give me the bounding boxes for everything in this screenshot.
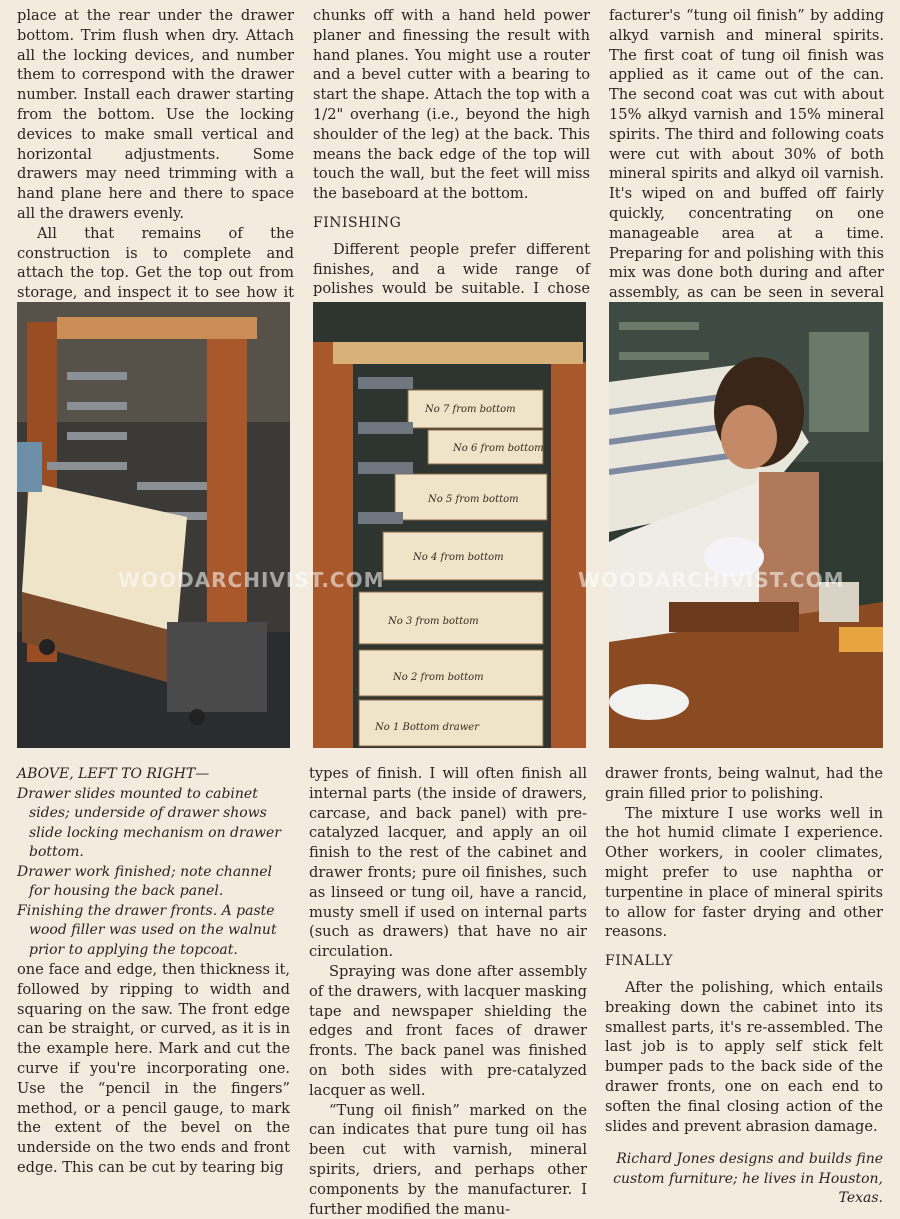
- column-bottom-right: [605, 764, 883, 1209]
- column-top-middle: [313, 6, 590, 319]
- paragraph: Different people prefer different finishes, and a wide range of polishes would be suitable. I chose: [313, 240, 590, 298]
- author-byline: Richard Jones designs and builds fine custom furniture; he lives in Houston, Texas.: [613, 1151, 883, 1207]
- paragraph: place at the rear under the drawer bottom. Trim flush when dry. Attach all the locking devices, and number them to correspond with the drawer number. Install each drawer starting from the bottom. Use the locking devices to make small vertical and horizontal adjustments. Some drawers may need trimming with a hand plane here and there to space all the drawers evenly.: [17, 7, 294, 222]
- drawer-label-2: No 2 from bottom: [393, 672, 484, 683]
- paragraph: All that remains of the construction is to complete and attach the top. Get the top out from storage, and inspect it to see how it: [17, 224, 294, 302]
- column-top-left: [17, 6, 294, 323]
- watermark-right: WOODARCHIVIST.COM: [578, 568, 845, 592]
- drawer-label-6: No 6 from bottom: [453, 443, 544, 454]
- drawer-label-5: No 5 from bottom: [428, 494, 519, 505]
- caption-item: Finishing the drawer fronts. A paste wood filler was used on the walnut prior to applying the topcoat.: [17, 902, 277, 958]
- drawer-label-3: No 3 from bottom: [388, 616, 479, 627]
- paragraph: one face and edge, then thickness it, followed by ripping to width and squaring on the saw. The front edge can be straight, or curved, as it is in the example here. Mark and cut the curve if you're incorporating one. Use the “pencil in the fingers” method, or a pencil gauge, to mark the extent of the bevel on the underside on the two ends and front edge. This can be cut by tearing big: [17, 961, 290, 1176]
- section-heading-finally: FINALLY: [605, 953, 674, 970]
- caption-item: Drawer work finished; note channel for housing the back panel.: [17, 863, 272, 899]
- drawer-label-7: No 7 from bottom: [425, 404, 516, 415]
- watermark-left: WOODARCHIVIST.COM: [118, 568, 385, 592]
- paragraph: facturer's “tung oil finish” by adding alkyd varnish and mineral spirits. The first coat of tung oil finish was applied as it came out of the can. The second coat was cut with about 15% alkyd varnish and 15% mineral spirits. The third and following coats were cut with about 30% of both mineral spirits and alkyd oil varnish. It's wiped on and buffed off fairly quickly, concentrating on one manageable area at a time. Preparing for and polishing with this mix was done both during and after assembly, as can be seen in several: [609, 7, 884, 302]
- photo-finishing-drawer-fronts: [609, 302, 883, 748]
- paragraph: “Tung oil finish” marked on the can indicates that pure tung oil has been cut with varnish, mineral spirits, driers, and perhaps other components by the manufacturer. I further modified the manu-: [309, 1101, 587, 1218]
- paragraph: After the polishing, which entails breaking down the cabinet into its smallest parts, it's re-assembled. The last job is to apply self stick felt bumper pads to the back side of the drawer fronts, one on each end to soften the final closing action of the slides and prevent abrasion damage.: [605, 978, 883, 1135]
- paragraph: drawer fronts, being walnut, had the grain filled prior to polishing.: [605, 765, 883, 802]
- drawer-label-4: No 4 from bottom: [413, 552, 504, 563]
- column-top-right: [609, 6, 884, 323]
- photo-caption: [17, 765, 289, 960]
- caption-title: ABOVE, LEFT TO RIGHT—: [17, 766, 210, 782]
- caption-item: Drawer slides mounted to cabinet sides; underside of drawer shows slide locking mechanism on drawer bottom.: [17, 785, 281, 860]
- paragraph: The mixture I use works well in the hot humid climate I experience. Other workers, in cooler climates, might prefer to use naphtha or turpentine in place of mineral spirits to allow for faster drying and other reasons.: [605, 804, 883, 941]
- column-bottom-middle: [309, 764, 587, 1219]
- paragraph: types of finish. I will often finish all internal parts (the inside of drawers, carcase, and back panel) with pre-catalyzed lacquer, and apply an oil finish to the rest of the cabinet and drawer fronts; pure oil finishes, such as linseed or tung oil, have a rancid, musty smell if used on internal parts (such as drawers) that have no air circulation.: [309, 765, 587, 961]
- photo-drawer-work-finished: [313, 302, 586, 748]
- photo-drawer-slides: [17, 302, 290, 748]
- section-heading-finishing: FINISHING: [313, 214, 402, 231]
- drawer-label-1: No 1 Bottom drawer: [375, 722, 479, 733]
- paragraph: chunks off with a hand held power planer and finessing the result with hand planes. You might use a router and a bevel cutter with a bearing to start the shape. Attach the top with a 1/2" overhang (i.e., beyond the high shoulder of the leg) at the back. This means the back edge of the top will touch the wall, but the feet will miss the baseboard at the bottom.: [313, 7, 590, 203]
- column-bottom-left: [17, 960, 290, 1178]
- paragraph: Spraying was done after assembly of the drawers, with lacquer masking tape and newspaper shielding the edges and front faces of drawer fronts. The back panel was finished on both sides with pre-catalyzed lacquer as well.: [309, 962, 587, 1099]
